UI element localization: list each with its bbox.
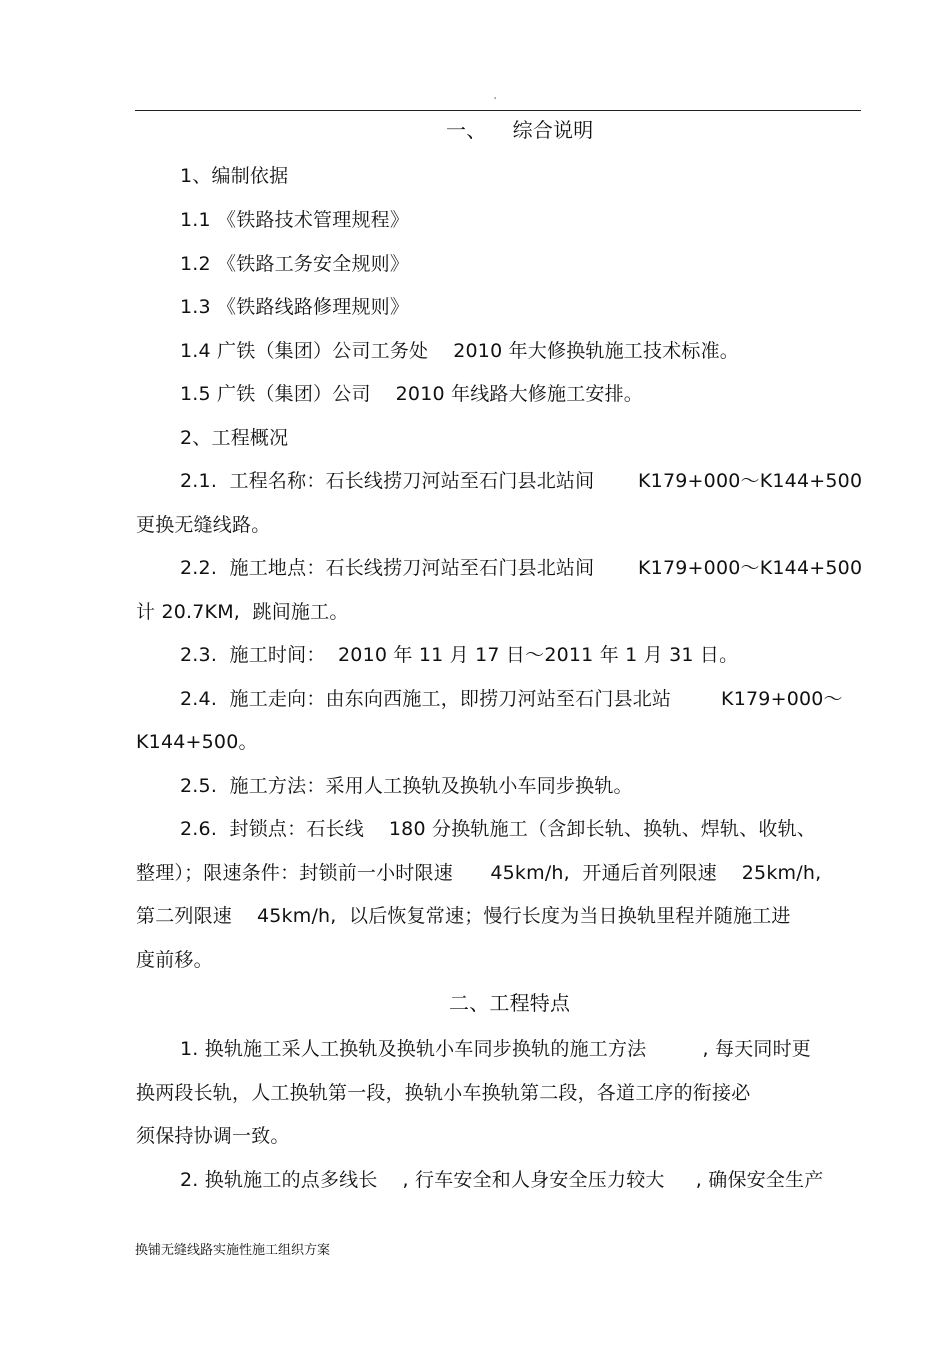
basis-item-5: 1.5 广铁（集团）公司 2010 年线路大修施工安排。 <box>180 383 644 405</box>
page-footer: 换铺无缝线路实施性施工组织方案 <box>135 1243 331 1258</box>
overview-item-5: 2.5. 施工方法：采用人工换轨及换轨小车同步换轨。 <box>180 775 633 797</box>
section-heading-2: 二、工程特点 <box>449 991 571 1015</box>
overview-item-2: 2.2. 施工地点：石长线捞刀河站至石门县北站间 K179+000～K144+500 <box>180 557 863 579</box>
basis-item-4: 1.4 广铁（集团）公司工务处 2010 年大修换轨施工技术标准。 <box>180 340 740 362</box>
section-heading-1: 一、 综合说明 <box>446 118 594 142</box>
basis-item-2: 1.2 《铁路工务安全规则》 <box>180 253 410 275</box>
feature-item-1: 1. 换轨施工采人工换轨及换轨小车同步换轨的施工方法 , 每天同时更 <box>180 1038 812 1060</box>
overview-item-3: 2.3. 施工时间： 2010 年 11 月 17 日～2011 年 1 月 31 日。 <box>180 644 739 666</box>
overview-item-4: 2.4. 施工走向：由东向西施工，即捞刀河站至石门县北站 K179+000～ <box>180 688 843 710</box>
subheading-basis: 1、编制依据 <box>180 165 289 187</box>
basis-item-3: 1.3 《铁路线路修理规则》 <box>180 296 410 318</box>
feature-item-2: 2. 换轨施工的点多线长 , 行车安全和人身安全压力较大 , 确保安全生产 <box>180 1169 824 1191</box>
overview-item-6: 2.6. 封锁点：石长线 180 分换轨施工（含卸长轨、换轨、焊轨、收轨、 <box>180 818 816 840</box>
overview-item-4-cont: K144+500。 <box>136 731 258 753</box>
feature-item-1-cont-1: 换两段长轨，人工换轨第一段，换轨小车换轨第二段，各道工序的衔接必 <box>136 1082 751 1104</box>
header-mark: ' <box>494 96 497 105</box>
basis-item-1: 1.1 《铁路技术管理规程》 <box>180 209 410 231</box>
overview-item-6-cont-3: 度前移。 <box>136 949 213 971</box>
overview-item-6-cont-1: 整理）；限速条件：封锁前一小时限速 45km/h, 开通后首列限速 25km/h, <box>136 862 822 884</box>
feature-item-1-cont-2: 须保持协调一致。 <box>136 1125 290 1147</box>
header-rule <box>135 110 861 111</box>
overview-item-1: 2.1. 工程名称：石长线捞刀河站至石门县北站间 K179+000～K144+500 <box>180 470 863 492</box>
overview-item-1-cont: 更换无缝线路。 <box>136 514 271 536</box>
subheading-overview: 2、工程概况 <box>180 427 289 449</box>
overview-item-6-cont-2: 第二列限速 45km/h, 以后恢复常速；慢行长度为当日换轨里程并随施工进 <box>136 905 791 927</box>
overview-item-2-cont: 计 20.7KM, 跳间施工。 <box>136 601 349 623</box>
